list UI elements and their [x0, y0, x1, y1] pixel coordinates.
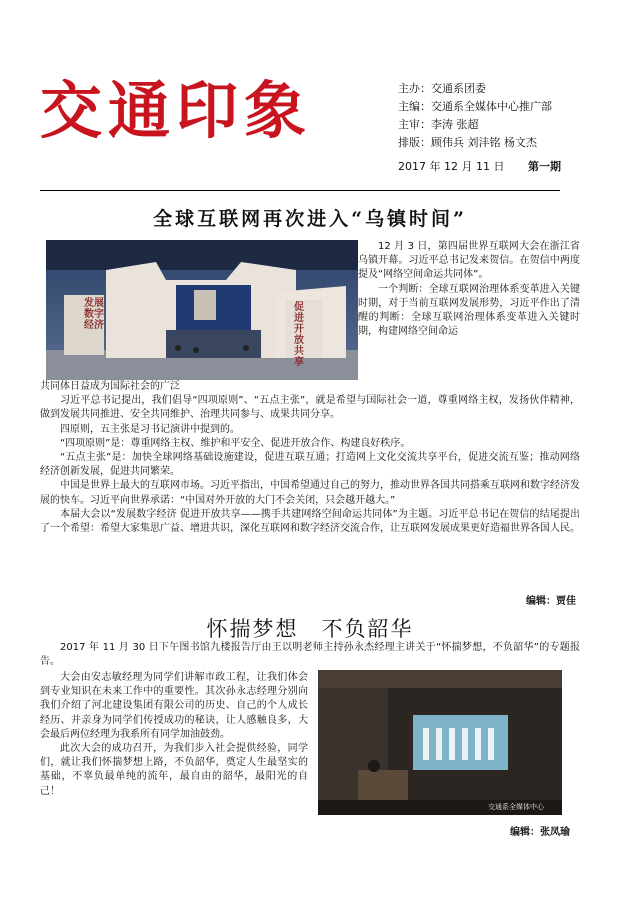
article1-paragraph: 习近平总书记提出，我们倡导“四项原则”、“五点主张”，就是希望与国际社会一道，尊重网络主权，发扬伙伴精神，做到发展共同推进、安全共同维护、治理共同参与、成果共同分享。: [40, 395, 580, 421]
article1-judgement-paragraph: 一个判断：全球互联网治理体系变革进入关键时期，对于当前互联网发展形势，习近平作出了清醒的判断：全球互联网治理体系变革进入关键时期，构建网络空间命运: [358, 283, 580, 338]
article2-paragraph: 此次大会的成功召开，为我们步入社会提供经验，同学们，就让我们怀揣梦想上路，不负韶华，奠定人生最坚实的基础，不辜负最单纯的流年，最自由的韶华，最阳光的自己！: [40, 743, 308, 797]
header-divider: [40, 190, 560, 191]
article1-body: [40, 380, 580, 536]
meta-editor-org: 主编：交通系全媒体中心推广部: [398, 100, 552, 113]
article2-body: [40, 671, 308, 799]
article1-paragraph: “五点主张”是：加快全球网络基础设施建设，促进互联互通；打造网上文化交流共享平台，促进交流互鉴；推动网络经济创新发展，促进共同繁荣。: [40, 452, 580, 478]
article1-continued-line: 共同体日益成为国际社会的广泛: [40, 381, 180, 392]
issue-date: 2017 年 12 月 11 日: [398, 160, 505, 173]
article2-photo-caption: 交通系全媒体中心: [488, 803, 544, 811]
issue-number: 第一期: [528, 160, 561, 173]
photo-sign-right: 促进开放共享: [294, 302, 304, 368]
article2-paragraph: 大会由安志敏经理为同学们讲解市政工程，让我们体会到专业知识在未来工作中的重要性。其次孙永志经理分别向我们介绍了河北建设集团有限公司的历史、自己的个人成长经历、并亲身为同学们传授成功的秘诀，让人感触良多，大会最后两位经理为我系所有同学加油鼓劲。: [40, 672, 308, 740]
article1-byline: 编辑：贾佳: [526, 596, 576, 607]
photo-sign-left: 发展数字经济: [84, 298, 104, 331]
article1-paragraph: 中国是世界上最大的互联网市场。习近平指出，中国希望通过自己的努力，推动世界各国共同搭乘互联网和数字经济发展的快车。习近平向世界承诺：“中国对外开放的大门不会关闭，只会越开越大。”: [40, 480, 580, 506]
article2-photo: [318, 670, 562, 815]
article2-lead: [40, 641, 580, 669]
meta-layout: 排版：顾伟兵 刘沣铭 杨文杰: [398, 136, 537, 149]
article2-byline: 编辑：张凤瑜: [510, 827, 570, 838]
meta-chief: 主审：李涛 张超: [398, 118, 479, 131]
meta-host: 主办：交通系团委: [398, 82, 486, 95]
article1-lead-paragraph: 12 月 3 日，第四届世界互联网大会在浙江省乌镇开幕。习近平总书记发来贺信。在贺信中两度提及“网络空间命运共同体”。: [358, 241, 580, 281]
masthead-title: 交通印象: [40, 74, 313, 147]
article1-beside-photo: [358, 240, 580, 339]
article2-lead-paragraph: 2017 年 11 月 30 日下午图书馆九楼报告厅由王以明老师主持孙永杰经理主讲关于“怀揣梦想，不负韶华”的专题报告。: [40, 642, 580, 668]
article1-paragraph: 本届大会以“发展数字经济 促进开放共享——携手共建网络空间命运共同体”为主题。习近平总书记在贺信的结尾提出了一个希望：希望大家集思广益、增进共识，深化互联网和数字经济交流合作，让互联网发展成果更好造福世界各国人民。: [40, 508, 580, 535]
article1-photo: [46, 240, 358, 380]
article2-headline: 怀揣梦想 不负韶华: [206, 617, 414, 641]
article1-paragraph: “四项原则”是：尊重网络主权、维护和平安全、促进开放合作、构建良好秩序。: [60, 437, 411, 449]
article1-paragraph: 四原则，五主张是习书记演讲中提到的。: [60, 423, 240, 435]
article1-headline: 全球互联网再次进入“乌镇时间”: [153, 208, 467, 230]
